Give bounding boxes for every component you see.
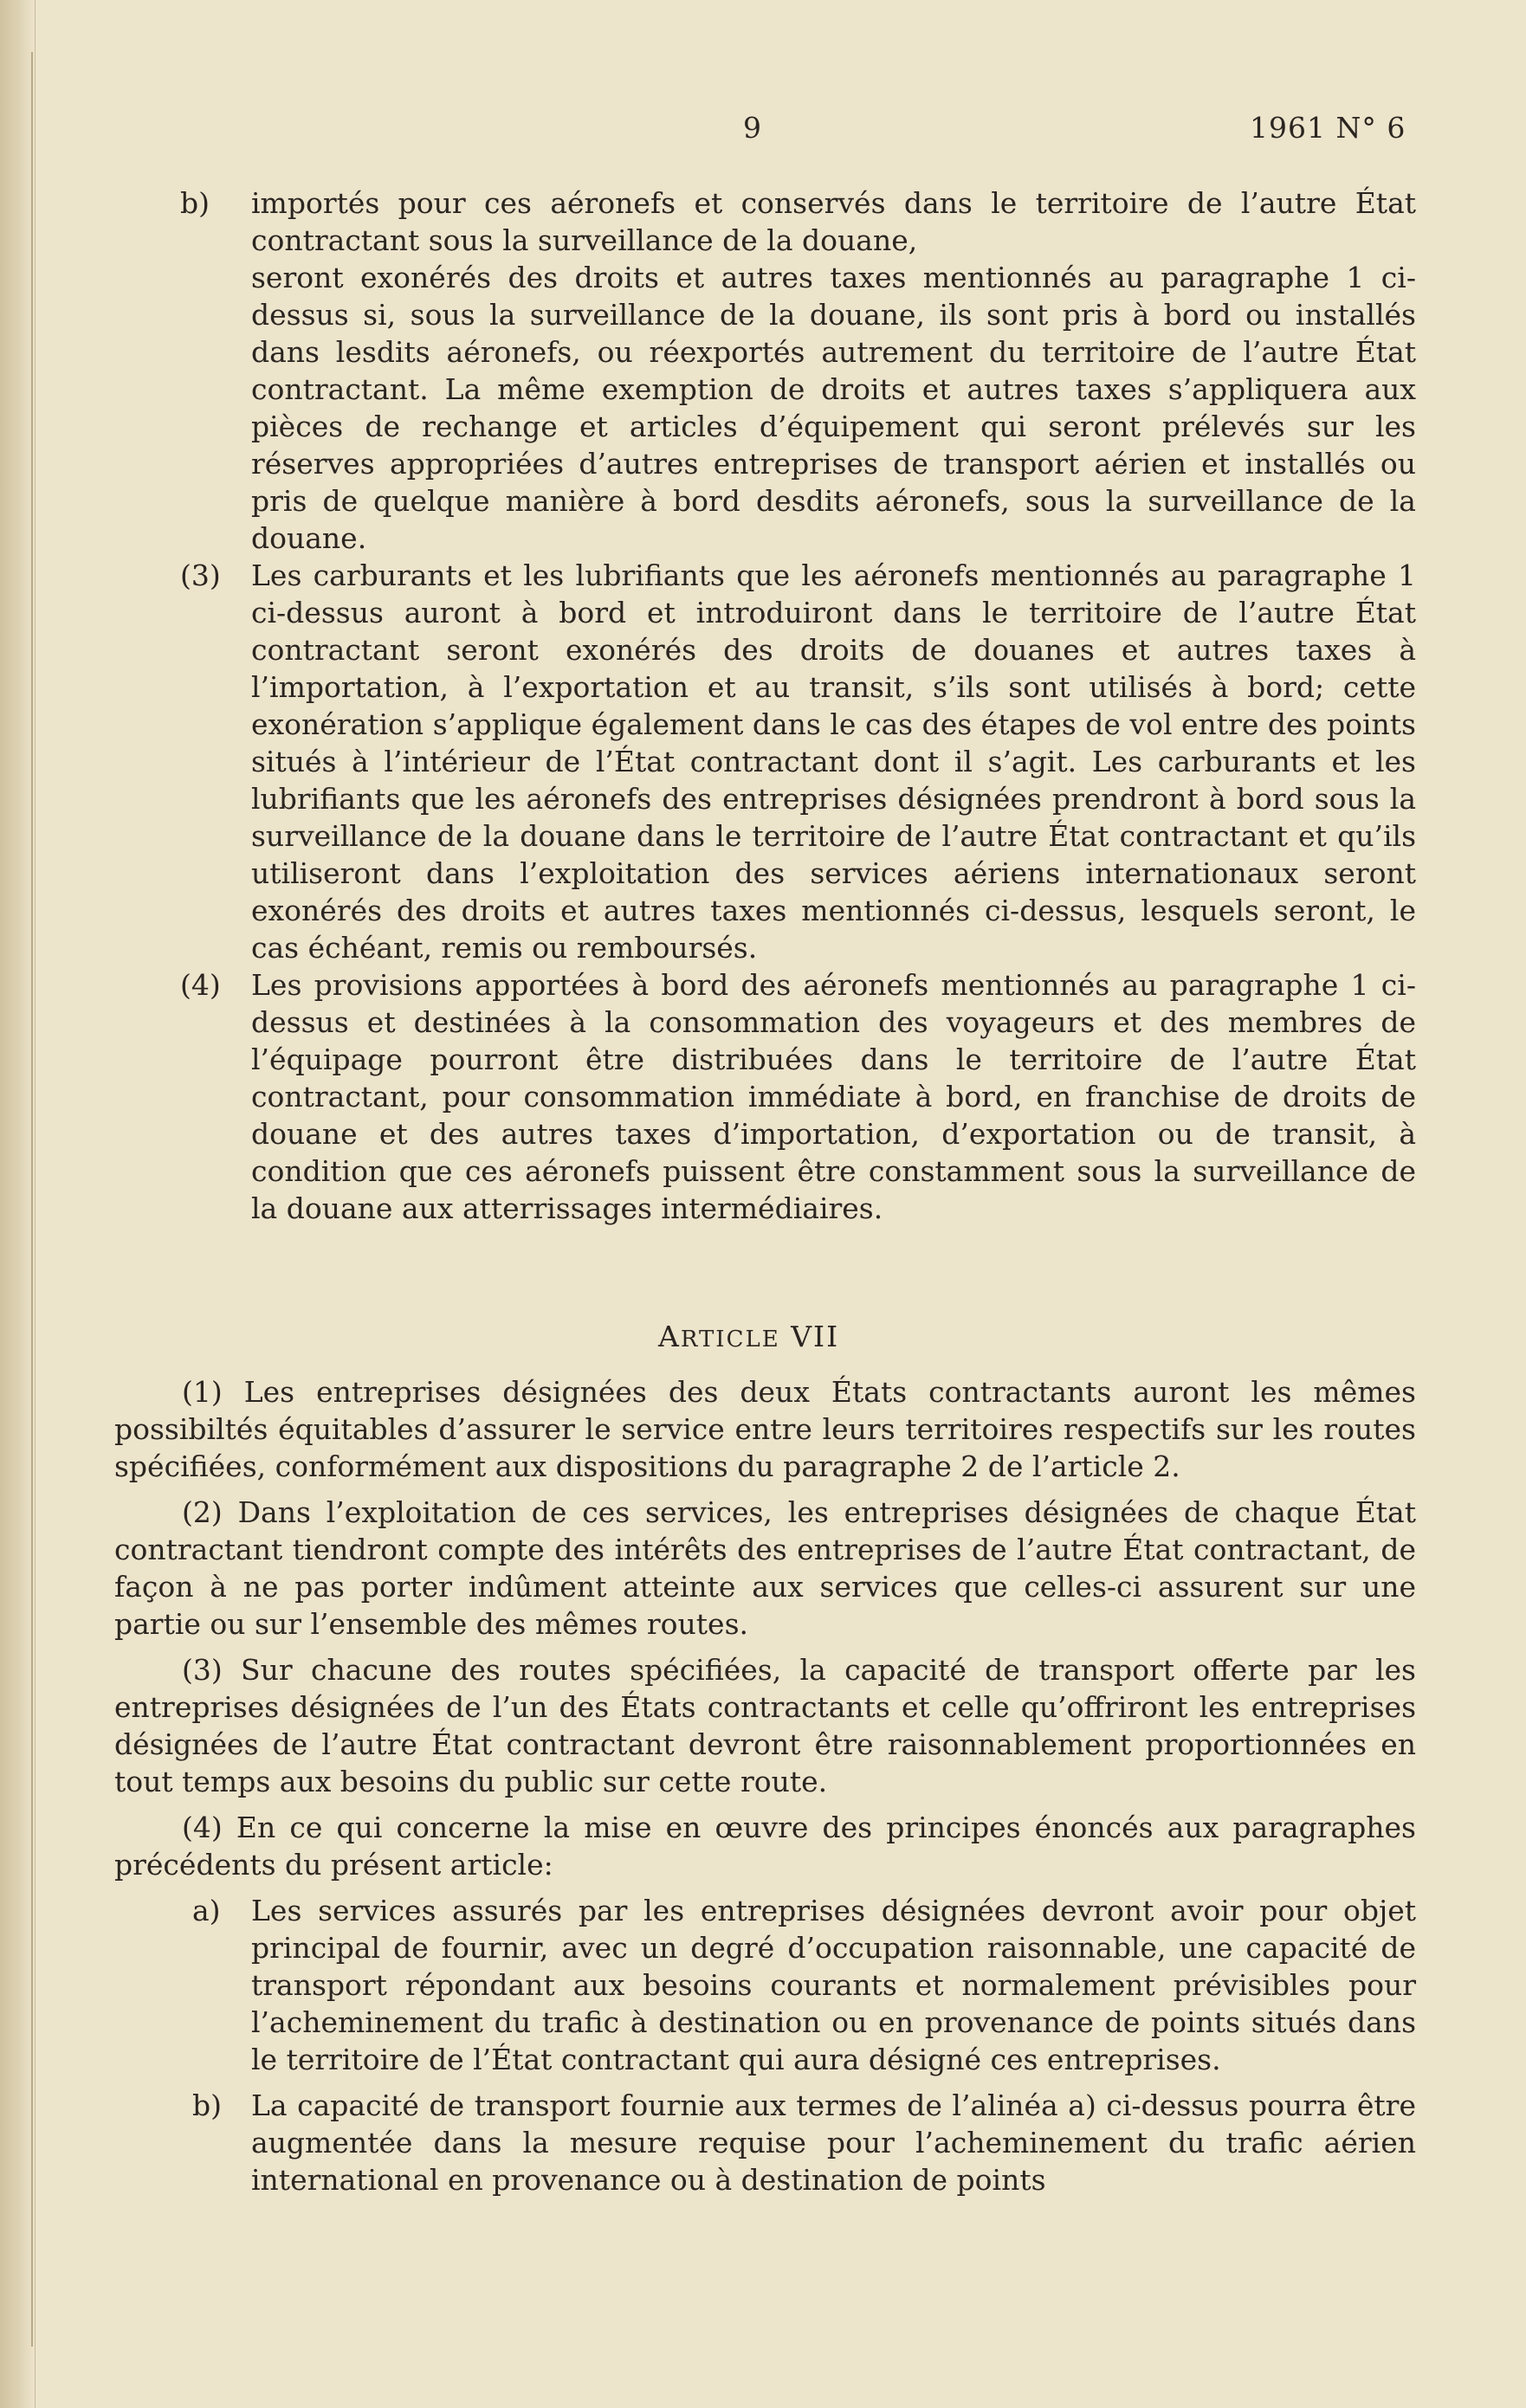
page-header <box>0 109 1526 152</box>
sub-item-a <box>192 1892 1416 2078</box>
page-number: 9 <box>743 111 761 145</box>
sub-item-a-label: a) <box>192 1894 221 1927</box>
continuation-paragraph: seront exonérés des droits et autres taxes mentionnés au paragraphe 1 ci-dessus si, sous la surveillance de la douane, ils sont pris à bord ou installés dans lesdits aéronefs, ou réexportés autrement du territoire de l’autre État contractant. La même exemption de droits et autres taxes s’appliquera aux pièces de rechange et articles d’équipement qui seront prélevés sur les réserves appropriées d’autres entreprises de transport aérien et installés ou pris de quelque manière à bord desdits aéronefs, sous la surveillance de la douane. <box>251 261 1416 555</box>
article-heading-smallcaps: RTICLE <box>680 1327 780 1352</box>
article-vii-body <box>114 1373 1416 2207</box>
article-vii-paragraph-1: (1) Les entreprises désignées des deux États contractants auront les mêmes possibiltés équitables d’assurer le service entre leurs territoires respectifs sur les routes spécifiées, conformément aux dispositions du paragraphe 2 de l’article 2. <box>114 1375 1416 1483</box>
article-vii-paragraph-2: (2) Dans l’exploitation de ces services, les entreprises désignées de chaque État contractant tiendront compte des intérêts des entreprises de l’autre État contractant, de façon à ne pas porter indûment atteinte aux services que celles-ci assurent sur une partie ou sur l’ensemble des mêmes routes. <box>114 1495 1416 1641</box>
paragraph-3 <box>180 557 1416 966</box>
upper-text-block <box>180 184 1416 1227</box>
sub-item-b <box>192 2087 1416 2198</box>
sub-item-a-text: Les services assurés par les entreprises désignées devront avoir pour objet principal de fournir, avec un degré d’occupation raisonnable, une capacité de transport répondant aux besoins courants et normalement prévisibles pour l’acheminement du trafic à destination ou en provenance de points situés dans le territoire de l’État contractant qui aura désigné ces entreprises. <box>251 1894 1416 2076</box>
paragraph-3-text: Les carburants et les lubrifiants que les aéronefs mentionnés au paragraphe 1 ci-dessus auront à bord et introduiront dans le territoire de l’autre État contractant seront exonérés des droits de douanes et autres taxes à l’importation, à l’exportation et au transit, s’ils sont utilisés à bord; cette exonération s’applique également dans le cas des étapes de vol entre des points situés à l’intérieur de l’État contractant dont il s’agit. Les carburants et les lubrifiants que les aéronefs des entreprises désignées prendront à bord sous la surveillance de la douane dans le territoire de l’autre État contractant et qu’ils utiliseront dans l’exploitation des services aériens internationaux seront exonérés des droits et autres taxes mentionnés ci-dessus, lesquels seront, le cas échéant, remis ou remboursés. <box>251 558 1416 965</box>
sub-item-b-text: La capacité de transport fournie aux termes de l’alinéa a) ci-dessus pourra être augmentée dans la mesure requise pour l’acheminement du trafic aérien international en provenance ou à destination de points <box>251 2088 1416 2197</box>
sub-item-b-label: b) <box>192 2088 222 2122</box>
item-b-label: b) <box>180 186 210 220</box>
article-vii-paragraph-4: (4) En ce qui concerne la mise en œuvre des principes énoncés aux paragraphes précédents du présent article: <box>114 1811 1416 1882</box>
document-reference: 1961 N° 6 <box>1250 111 1406 145</box>
article-heading-initial: A <box>658 1320 681 1353</box>
article-heading <box>658 1318 839 1359</box>
article-vii-paragraph-3: (3) Sur chacune des routes spécifiées, la capacité de transport offerte par les entreprises désignées de l’un des États contractants et celle qu’offriront les entreprises désignées de l’autre État contractant devront être raisonnablement proportionnées en tout temps aux besoins du public sur cette route. <box>114 1653 1416 1798</box>
paragraph-4-text: Les provisions apportées à bord des aéronefs mentionnés au paragraphe 1 ci-dessus et destinées à la consommation des voyageurs et des membres de l’équipage pourront être distribuées dans le territoire de l’autre État contractant, pour consommation immédiate à bord, en franchise de droits de douane et des autres taxes d’importation, d’exportation ou de transit, à condition que ces aéronefs puissent être constamment sous la surveillance de la douane aux atterrissages intermédiaires. <box>251 968 1416 1225</box>
paragraph-4 <box>180 966 1416 1227</box>
item-b-paragraph <box>180 184 1416 259</box>
paragraph-4-label: (4) <box>180 968 221 1002</box>
paragraph-3-label: (3) <box>180 558 221 592</box>
item-b-text: importés pour ces aéronefs et conservés dans le territoire de l’autre État contractant sous la surveillance de la douane, <box>251 186 1416 257</box>
article-heading-number: VII <box>791 1320 840 1353</box>
